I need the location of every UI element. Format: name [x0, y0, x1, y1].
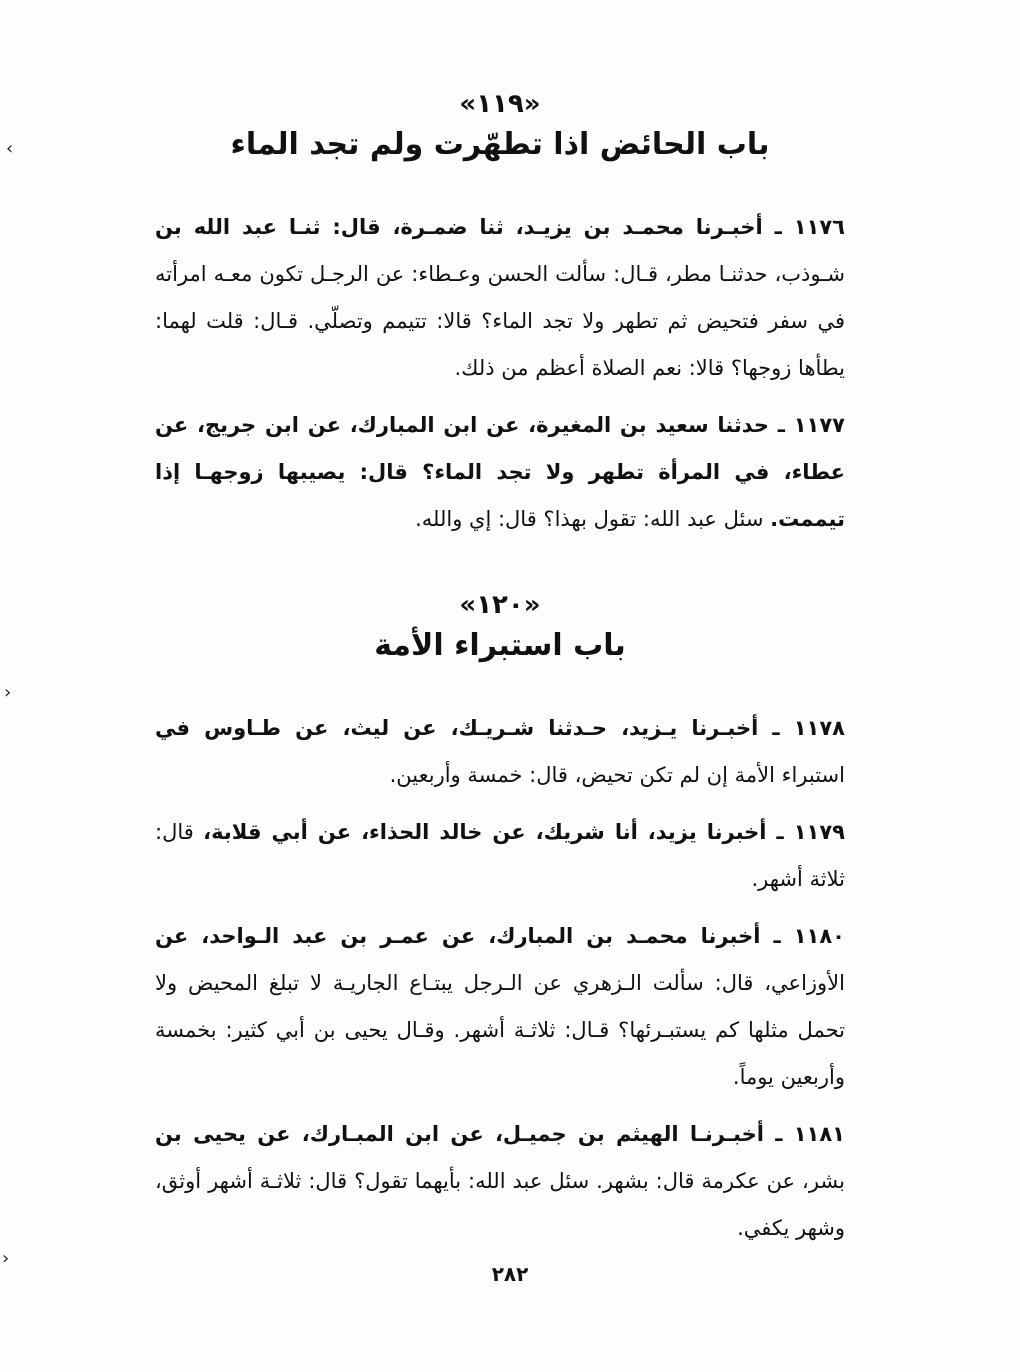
section-spacer — [155, 553, 845, 581]
page-content — [155, 80, 845, 1262]
hadith-text: استبراء الأمة إن لم تكن تحيض، قال: خمسة وأربعين. — [389, 763, 845, 787]
margin-mark: › — [2, 1248, 10, 1269]
hadith-text: سئل عبد الله: تقول بهذا؟ قال: إي والله. — [415, 507, 764, 531]
hadith-lead: ١١٧٦ ـ أخبـرنا محمـد بن يزيـد، ثنا ضمـرة، قال: ثنـا عبد الله بن — [155, 215, 845, 239]
hadith-lead: ١١٨١ ـ أخبـرنـا الهيثم بن جميـل، عن ابن المبـارك، عن يحيى بن — [155, 1122, 845, 1146]
hadith-paragraph — [155, 1111, 845, 1252]
hadith-paragraph — [155, 913, 845, 1101]
margin-mark: ‹ — [6, 138, 14, 159]
hadith-text: قال: ثلاثة أشهر. — [155, 820, 845, 891]
section-number: «١١٩» — [459, 89, 541, 119]
hadith-lead: ١١٧٨ ـ أخبـرنا يـزيد، حـدثنا شـريـك، عن ليث، عن طـاوس في — [155, 716, 845, 740]
hadith-paragraph — [155, 204, 845, 392]
hadith-text: شـوذب، حدثنـا مطر، قـال: سألت الحسن وعـطاء: عن الرجـل تكون معـه امرأته في سفر فتحيض ثم تطهر ولا تجد الماء؟ قالا: تتيمم وتصلّي. قـال: قلت لهما: يطأها زوجها؟ قالا: نعم الصلاة أعظم من ذلك. — [155, 262, 845, 380]
hadith-paragraph — [155, 809, 845, 903]
section-number: «١٢٠» — [459, 590, 541, 620]
section-title: باب الحائض اذا تطهّرت ولم تجد الماء — [230, 127, 770, 162]
hadith-lead: ١١٧٩ ـ أخبرنا يزيد، أنا شريك، عن خالد الحذاء، عن أبي قلابة، — [203, 820, 845, 844]
hadith-text: الأوزاعي، قال: سألت الـزهري عن الـرجل يبتـاع الجاريـة لا تبلغ المحيض ولا تحمل مثلها كم يستبـرئها؟ قـال: ثلاثـة أشهر. وقـال يحيى بن أبي كثير: بخمسة وأربعين يوماً. — [155, 971, 845, 1089]
hadith-paragraph — [155, 402, 845, 543]
hadith-paragraph — [155, 705, 845, 799]
page-number: ٢٨٢ — [491, 1262, 529, 1286]
margin-mark: › — [4, 682, 12, 703]
hadith-lead: ١١٨٠ ـ أخبرنا محمـد بن المبارك، عن عمـر بن عبد الـواحد، عن — [155, 924, 845, 948]
hadith-text: بشر، عن عكرمة قال: بشهر. سئل عبد الله: بأيهما تقول؟ قال: ثلاثـة أشهر أوثق، وشهر يكفي. — [155, 1169, 845, 1240]
hadith-lead: ١١٧٧ ـ حدثنا سعيد بن المغيرة، عن ابن المبارك، عن ابن جريج، عن عطاء، في المرأة تطهر ولا تجد الماء؟ قال: يصيبها زوجهـا إذا تيممت. — [155, 413, 845, 531]
section-title: باب استبراء الأمة — [374, 628, 626, 663]
